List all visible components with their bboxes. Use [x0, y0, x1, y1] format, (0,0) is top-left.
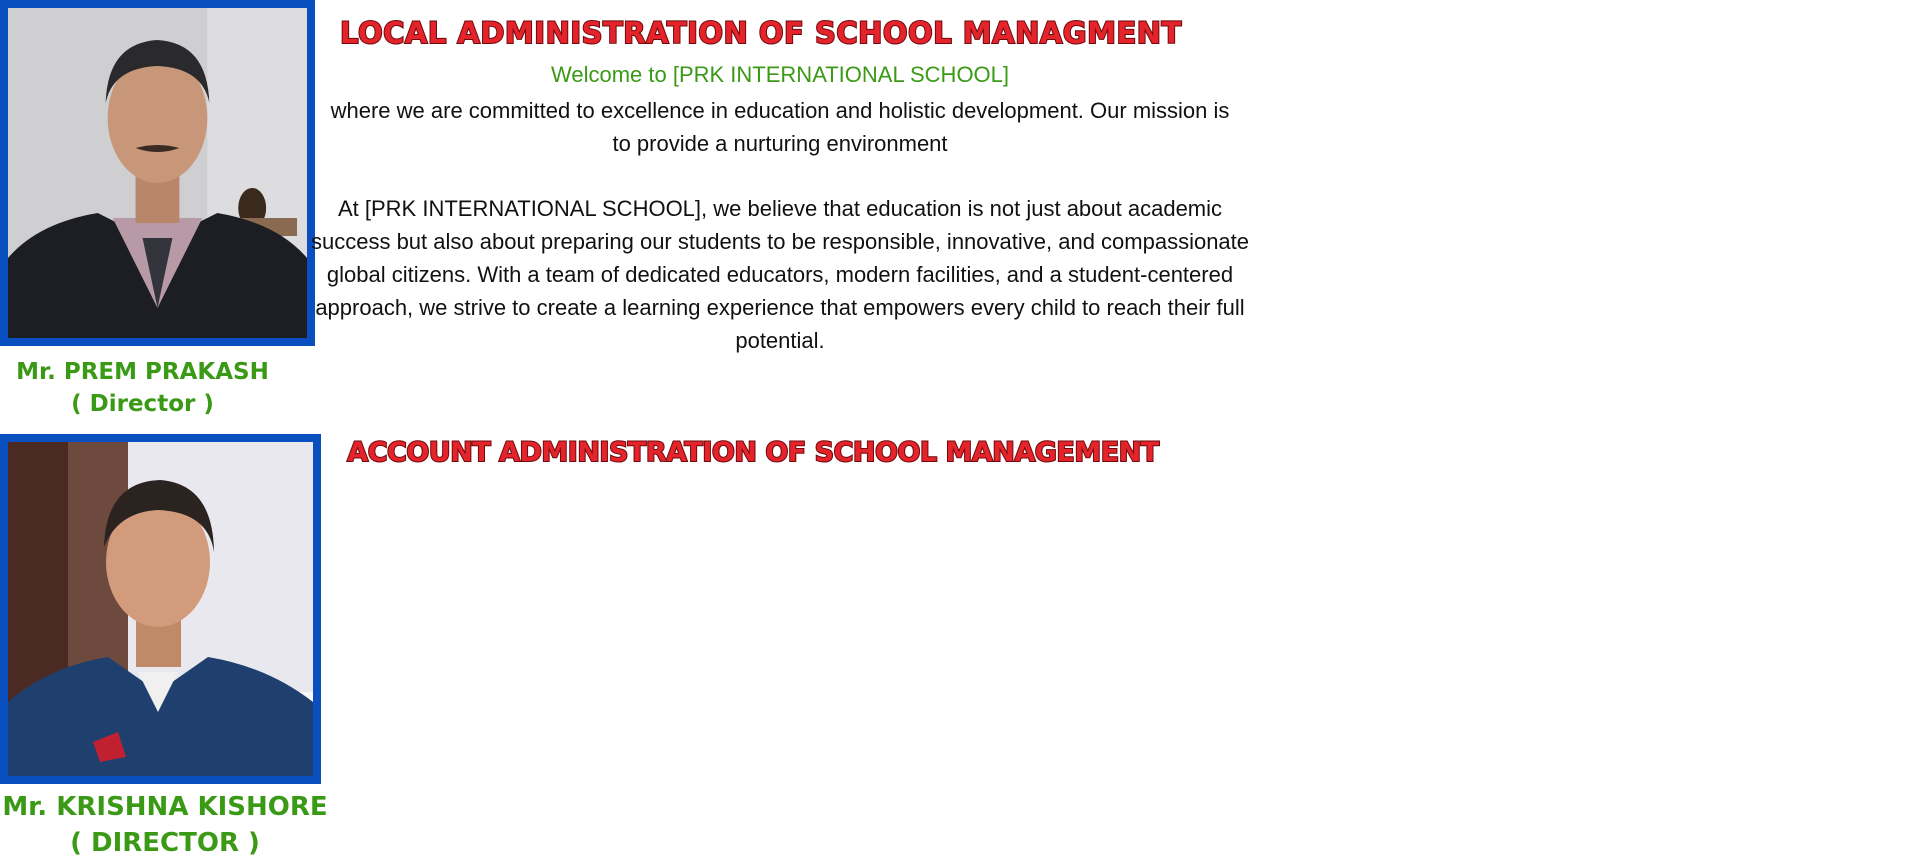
portrait-image — [8, 442, 313, 776]
portrait-image — [8, 8, 307, 338]
intro-paragraph: where we are committed to excellence in education and holistic development. Our mission is to provide a nurturing environment — [330, 98, 1230, 156]
director-role: ( Director ) — [71, 391, 214, 418]
director-photo-prem-prakash — [0, 0, 315, 346]
director-name: Mr. PREM PRAKASH — [16, 359, 269, 385]
school-description-paragraph: At [PRK INTERNATIONAL SCHOOL], we believe that education is not just about academic success but also about preparing our students to be responsible, innovative, and compassionate global citizens. With a team of dedicated educators, modern facilities, and a student-centered approach, we strive to create a learning experience that empowers every child to reach their full potential. — [310, 196, 1250, 353]
director-name: Mr. KRISHNA KISHORE — [2, 792, 328, 822]
director-caption-1 — [0, 356, 285, 420]
director-photo-krishna-kishore — [0, 434, 321, 784]
account-administration-heading: ACCOUNT ADMINISTRATION OF SCHOOL MANAGEMENT — [347, 437, 1159, 468]
director-caption-2 — [0, 789, 330, 862]
local-administration-heading: LOCAL ADMINISTRATION OF SCHOOL MANAGMENT — [340, 16, 1182, 50]
director-role: ( DIRECTOR ) — [70, 828, 260, 859]
welcome-line: Welcome to [PRK INTERNATIONAL SCHOOL] — [550, 62, 1010, 87]
